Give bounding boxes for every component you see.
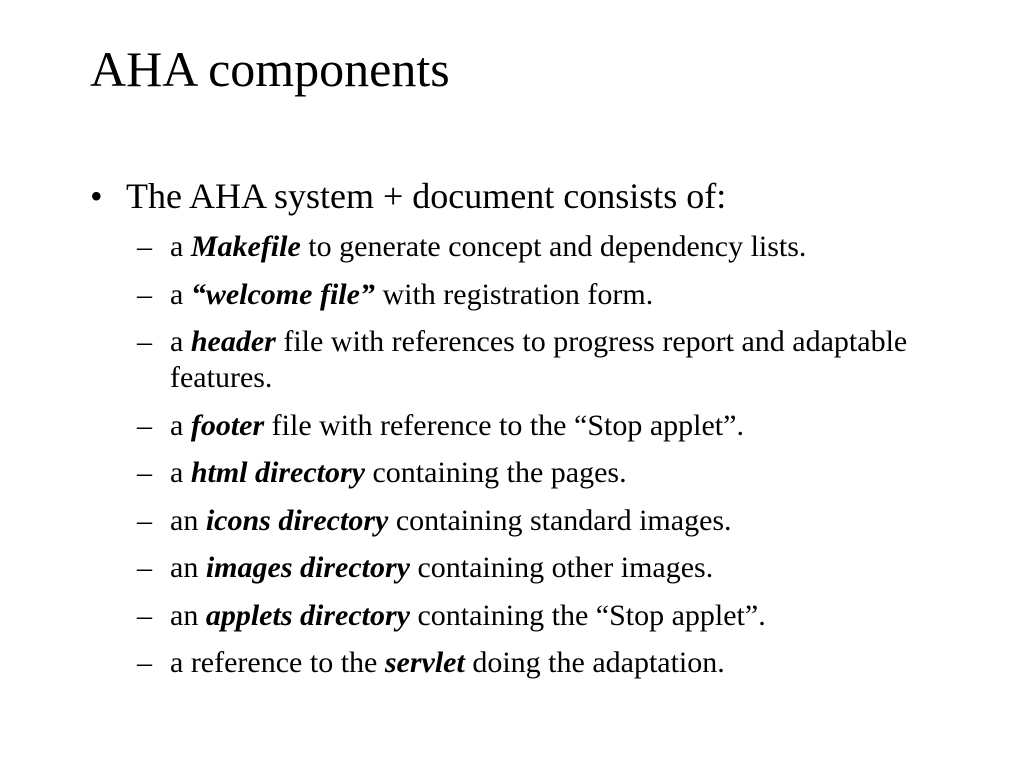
item-emphasis: applets directory — [205, 598, 410, 632]
item-emphasis: servlet — [384, 646, 465, 679]
item-suffix: containing the pages. — [364, 456, 627, 489]
slide-title: AHA components — [90, 41, 450, 97]
bullet-marker: • — [90, 176, 103, 216]
dash-marker: – — [137, 230, 152, 263]
item-suffix: doing the adaptation. — [464, 646, 725, 679]
item-emphasis: Makefile — [190, 230, 301, 263]
sub-bullet-images-directory — [137, 550, 957, 586]
item-suffix: to generate concept and dependency lists. — [300, 230, 807, 263]
item-suffix: containing standard images. — [388, 503, 732, 537]
sub-bullet-icons-directory — [137, 503, 957, 539]
item-prefix: a — [170, 456, 191, 489]
sub-bullet-makefile — [137, 229, 957, 265]
dash-marker: – — [137, 456, 152, 489]
dash-marker: – — [137, 551, 152, 584]
item-suffix: file with reference to the “Stop applet”. — [264, 408, 744, 442]
sub-bullet-header — [137, 324, 957, 396]
sub-bullet-html-directory — [137, 455, 957, 491]
main-bullet-text: The AHA system + document consists of: — [126, 176, 727, 216]
item-emphasis: header — [190, 325, 276, 358]
dash-marker: – — [137, 503, 152, 537]
item-emphasis: footer — [190, 408, 265, 442]
item-suffix: with registration form. — [374, 277, 654, 311]
sub-bullet-applets-directory — [137, 598, 957, 634]
dash-marker: – — [137, 646, 152, 679]
item-prefix: an — [170, 503, 206, 537]
item-prefix: a — [170, 325, 191, 358]
item-prefix: a — [170, 408, 191, 442]
sub-bullet-footer — [137, 408, 957, 444]
main-bullet — [90, 175, 726, 217]
item-prefix: an — [170, 551, 206, 584]
item-emphasis: “welcome file” — [190, 277, 375, 311]
sub-bullet-list — [137, 229, 957, 693]
item-emphasis: icons directory — [205, 503, 389, 537]
dash-marker: – — [137, 408, 152, 442]
item-emphasis: images directory — [205, 551, 410, 584]
item-emphasis: html directory — [190, 456, 365, 489]
item-prefix: an — [170, 598, 206, 632]
sub-bullet-welcome-file — [137, 277, 957, 313]
item-suffix: containing other images. — [409, 551, 714, 584]
item-prefix: a — [170, 230, 191, 263]
item-suffix: containing the “Stop applet”. — [409, 598, 766, 632]
item-suffix: file with references to progress report and adaptable features. — [170, 325, 908, 394]
sub-bullet-servlet — [137, 645, 957, 681]
dash-marker: – — [137, 325, 152, 358]
item-prefix: a reference to the — [170, 646, 385, 679]
item-prefix: a — [170, 277, 191, 311]
dash-marker: – — [137, 598, 152, 632]
dash-marker: – — [137, 277, 152, 311]
